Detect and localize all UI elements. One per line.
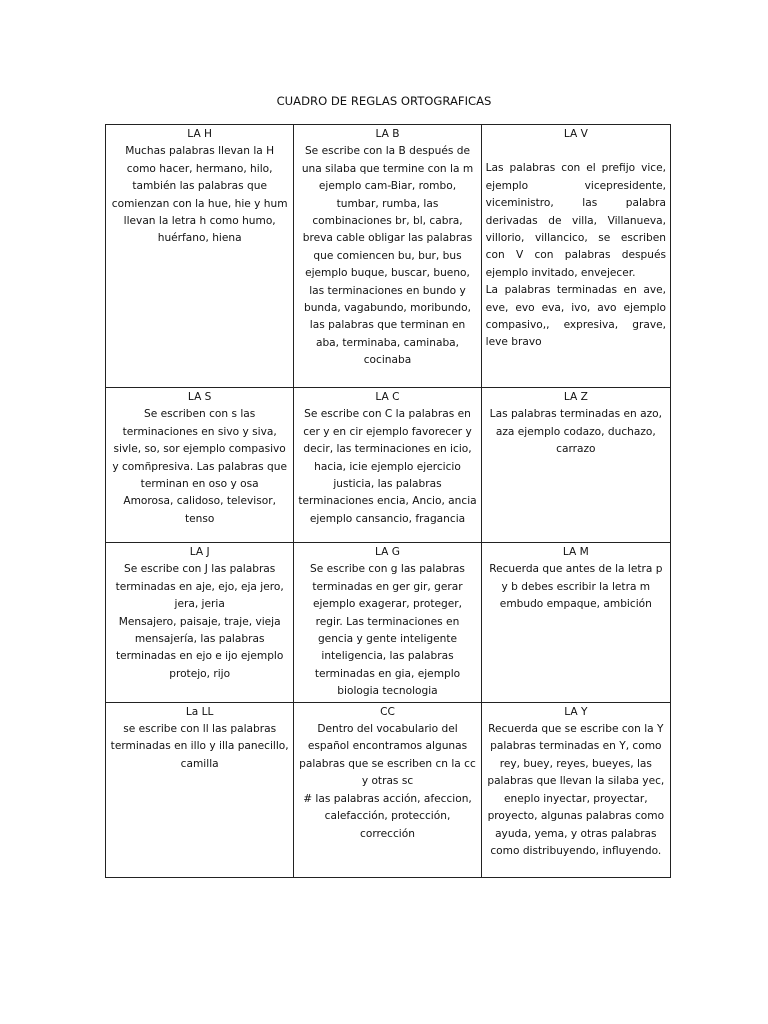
rule-cell-s <box>106 388 294 543</box>
rule-text: # las palabras acción, afeccion, calefacción, protección, corrección <box>303 792 472 840</box>
spelling-rules-table <box>105 124 671 878</box>
rule-cell-m <box>481 543 670 703</box>
rule-title: LA B <box>375 128 400 140</box>
rule-title: CC <box>380 705 395 718</box>
rule-cell-v <box>481 125 670 388</box>
rule-cell-c <box>294 388 481 543</box>
rule-text: Se escribe con C la palabras en cer y en cir ejemplo favorecer y decir, las terminaciones en icio, hacia, icie ejemplo ejercicio justicia, las palabras terminaciones encia, Ancio, ancia ejemplo cansancio, fragancia <box>298 408 477 525</box>
rule-cell-y <box>481 702 670 877</box>
rule-cell-z <box>481 388 670 543</box>
rule-title: La LL <box>185 705 214 718</box>
rule-cell-ll <box>106 702 294 877</box>
rule-text: Se escribe con g las palabras terminadas en ger gir, gerar ejemplo exagerar, proteger, regir. Las terminaciones en gencia y gente inteligente inteligencia, las palabras terminadas en gia, ejemplo biologia tecnologia <box>310 563 465 698</box>
rule-title: LA V <box>563 128 588 140</box>
rule-text: se escribe con ll las palabras terminadas en illo y illa panecillo, camilla <box>110 723 289 770</box>
rule-text: Se escribe con J las palabras terminadas en aje, ejo, eja jero, jera, jeria <box>115 563 284 611</box>
rule-text: Recuerda que se escribe con la Y palabras terminadas en Y, como rey, buey, reyes, bueyes, las palabras que llevan la silaba yec, eneplo inyectar, proyectar, proyecto, algunas palabras como ayuda, yema, y otras palabras como distribuyendo, influyendo. <box>487 723 665 857</box>
rule-cell-g <box>294 543 481 703</box>
rule-text: Las palabras terminadas en azo, aza ejemplo codazo, duchazo, carrazo <box>489 408 662 456</box>
table-row <box>106 125 671 388</box>
rule-cell-cc <box>294 702 481 877</box>
rule-text: Se escriben con s las terminaciones en sivo y siva, sivle, so, sor ejemplo compasivo y comñpresiva. Las palabras que terminan en oso y osa <box>112 408 287 491</box>
rule-text: Mensajero, paisaje, traje, vieja mensajería, las palabras terminadas en ejo e ijo ejemplo protejo, rijo <box>115 615 284 680</box>
rule-title: LA J <box>189 546 210 558</box>
rule-title: LA Y <box>564 705 588 718</box>
table-row <box>106 702 671 877</box>
rule-text: Amorosa, calidoso, televisor, tenso <box>123 495 276 525</box>
rule-title: LA H <box>187 128 213 140</box>
document-title: CUADRO DE REGLAS ORTOGRAFICAS <box>276 94 492 108</box>
rule-title: LA G <box>375 546 400 558</box>
rule-title: LA Z <box>563 391 588 403</box>
rule-cell-b <box>294 125 481 388</box>
rule-text: Dentro del vocabulario del español encontramos algunas palabras que se escriben cn la cc y otras sc <box>299 723 476 788</box>
rule-text: Recuerda que antes de la letra p y b debes escribir la letra m embudo empaque, ambición <box>489 563 663 611</box>
table-row <box>106 388 671 543</box>
table-row <box>106 543 671 703</box>
rule-text: La palabras terminadas en ave, eve, evo eva, ivo, avo ejemplo compasivo,, expresiva, grave, leve bravo <box>485 284 666 349</box>
rule-text: Muchas palabras llevan la H como hacer, hermano, hilo, también las palabras que comienzan con la hue, hie y hum llevan la letra h como humo, huérfano, hiena <box>111 145 288 245</box>
rule-title: LA S <box>187 391 212 403</box>
rule-title: LA C <box>375 391 400 403</box>
rule-title: LA M <box>562 546 589 558</box>
rule-text: Las palabras con el prefijo vice, ejemplo vicepresidente, viceministro, las palabra derivadas de villa, Villanueva, villorio, villancico, se escriben con V con palabras después ejemplo invitado, envejecer. <box>485 162 666 279</box>
rule-text: Se escribe con la B después de una silaba que termine con la m ejemplo cam-Biar, rombo, tumbar, rumba, las combinaciones br, bl, cabra, breva cable obligar las palabras que comiencen bu, bur, bus ejemplo buque, buscar, bueno, las terminaciones en bundo y bunda, vagabundo, moribundo, las palabras que terminan en aba, terminaba, caminaba, cocinaba <box>301 145 474 367</box>
rule-cell-j <box>106 543 294 703</box>
rule-cell-h <box>106 125 294 388</box>
